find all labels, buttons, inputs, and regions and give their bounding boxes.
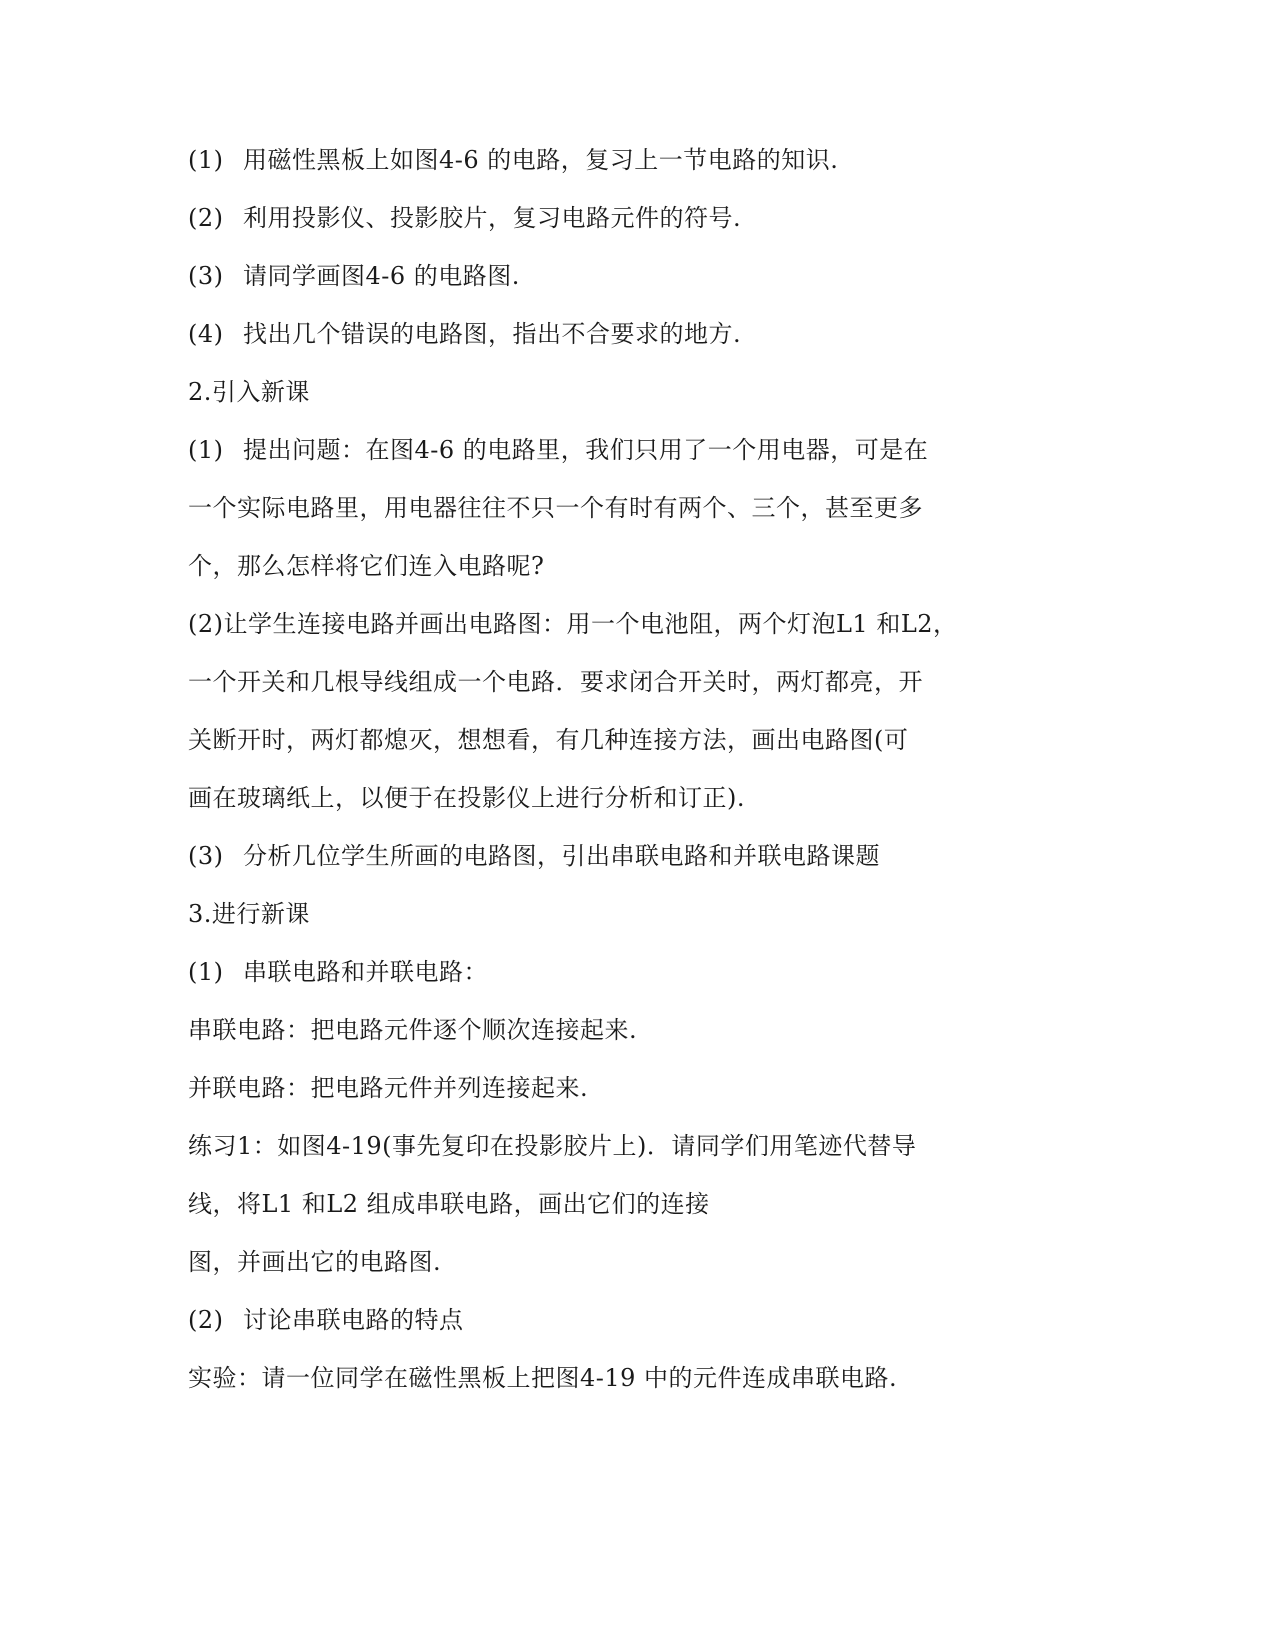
text-line [188, 1189, 710, 1219]
text-line [188, 261, 520, 291]
item-number: (3) [188, 842, 224, 870]
line-text: 并联电路：把电路元件并列连接起来. [188, 1074, 589, 1102]
line-text: 利用投影仪、投影胶片，复习电路元件的符号. [243, 204, 742, 232]
line-text: 关断开时，两灯都熄灭，想想看，有几种连接方法，画出电路图(可 [188, 726, 909, 754]
text-line [188, 957, 488, 987]
item-number: (2) [188, 1306, 224, 1334]
text-line [188, 435, 928, 465]
line-text: 用磁性黑板上如图4-6 的电路，复习上一节电路的知识. [243, 146, 839, 174]
line-text: 串联电路和并联电路： [243, 958, 488, 986]
item-number: (1) [188, 436, 224, 464]
text-line [188, 1305, 464, 1335]
line-text: 练习1：如图4-19(事先复印在投影胶片上)．请同学们用笔迹代替导 [188, 1132, 917, 1160]
text-line [188, 1073, 588, 1103]
text-line [188, 145, 838, 175]
section-heading [188, 899, 310, 929]
text-line [188, 1363, 897, 1393]
text-line [188, 1247, 441, 1277]
text-line [188, 667, 923, 697]
item-number: (4) [188, 320, 224, 348]
text-line [188, 203, 741, 233]
line-text: 线，将L1 和L2 组成串联电路，画出它们的连接 [188, 1190, 710, 1218]
text-line [188, 319, 741, 349]
text-line [188, 609, 958, 639]
item-number: (1) [188, 958, 224, 986]
line-text: 画在玻璃纸上，以便于在投影仪上进行分析和订正). [188, 784, 745, 812]
line-text: 找出几个错误的电路图，指出不合要求的地方. [243, 320, 742, 348]
line-text: 请同学画图4-6 的电路图. [243, 262, 520, 290]
line-text: 讨论串联电路的特点 [243, 1306, 464, 1334]
text-line [188, 841, 880, 871]
text-line [188, 1131, 916, 1161]
item-number: (2) [188, 204, 224, 232]
line-text: 个，那么怎样将它们连入电路呢? [188, 552, 545, 580]
line-text: 图，并画出它的电路图. [188, 1248, 442, 1276]
text-line [188, 493, 923, 523]
line-text: 一个实际电路里，用电器往往不只一个有时有两个、三个，甚至更多 [188, 494, 923, 522]
line-text: 3.进行新课 [188, 900, 310, 928]
line-text: 实验：请一位同学在磁性黑板上把图4-19 中的元件连成串联电路. [188, 1364, 898, 1392]
line-text: 串联电路：把电路元件逐个顺次连接起来. [188, 1016, 638, 1044]
item-number: (1) [188, 146, 224, 174]
line-text: (2)让学生连接电路并画出电路图：用一个电池阻，两个灯泡L1 和L2， [188, 610, 958, 638]
text-line [188, 1015, 637, 1045]
line-text: 一个开关和几根导线组成一个电路．要求闭合开关时，两灯都亮，开 [188, 668, 923, 696]
line-text: 2.引入新课 [188, 378, 310, 406]
item-number: (3) [188, 262, 224, 290]
text-line [188, 725, 908, 755]
line-text: 分析几位学生所画的电路图，引出串联电路和并联电路课题 [243, 842, 880, 870]
line-text: 提出问题：在图4-6 的电路里，我们只用了一个用电器，可是在 [243, 436, 929, 464]
text-line [188, 551, 544, 581]
section-heading [188, 377, 310, 407]
text-line [188, 783, 745, 813]
